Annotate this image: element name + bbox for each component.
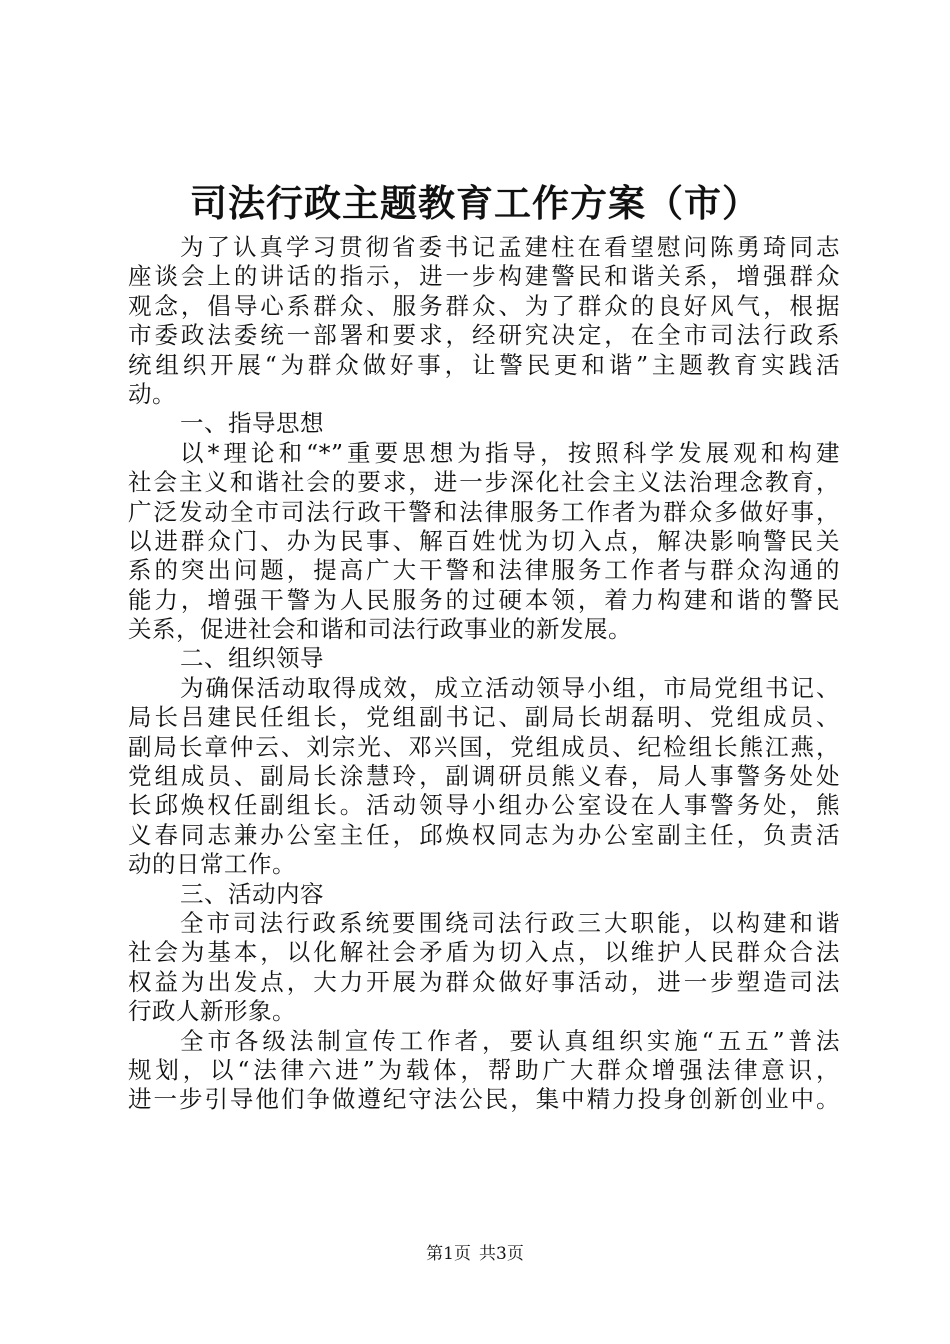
body-line: 关系，促进社会和谐和司法行政事业的新发展。 (128, 615, 632, 644)
body-line: 局长吕建民任组长，党组副书记、副局长胡磊明、党组成员、 (128, 703, 840, 732)
document-body (128, 233, 840, 1115)
body-line: 进一步引导他们争做遵纪守法公民，集中精力投身创新创业中。 (128, 1085, 840, 1114)
body-line: 长邱焕权任副组长。活动领导小组办公室设在人事警务处，熊 (128, 791, 840, 820)
page-footer (0, 1243, 950, 1265)
body-line: 系的突出问题，提高广大干警和法律服务工作者与群众沟通的 (128, 556, 840, 585)
body-line: 行政人新形象。 (128, 997, 296, 1026)
body-line: 党组成员、副局长涂慧玲，副调研员熊义春，局人事警务处处 (128, 762, 840, 791)
body-line: 以进群众门、办为民事、解百姓忧为切入点，解决影响警民关 (128, 526, 840, 555)
body-line: 社会为基本，以化解社会矛盾为切入点，以维护人民群众合法 (128, 938, 840, 967)
body-line: 能力，增强干警为人民服务的过硬本领，着力构建和谐的警民 (128, 585, 840, 614)
section-heading: 二、组织领导 (180, 644, 324, 673)
page-total: 共3页 (479, 1244, 524, 1264)
body-line: 全市各级法制宣传工作者，要认真组织实施“五五”普法 (180, 1026, 840, 1055)
body-line: 规划，以“法律六进”为载体，帮助广大群众增强法律意识， (128, 1055, 840, 1084)
page-number: 第1页 (426, 1244, 471, 1264)
body-line: 统组织开展“为群众做好事，让警民更和谐”主题教育实践活 (128, 350, 840, 379)
body-line: 座谈会上的讲话的指示，进一步构建警民和谐关系，增强群众 (128, 262, 840, 291)
body-line: 社会主义和谐社会的要求，进一步深化社会主义法治理念教育， (128, 468, 840, 497)
body-line: 副局长章仲云、刘宗光、邓兴国，党组成员、纪检组长熊江燕， (128, 732, 840, 761)
body-line: 广泛发动全市司法行政干警和法律服务工作者为群众多做好事， (128, 497, 840, 526)
section-heading: 一、指导思想 (180, 409, 324, 438)
body-line: 义春同志兼办公室主任，邱焕权同志为办公室副主任，负责活 (128, 820, 840, 849)
body-line: 为确保活动取得成效，成立活动领导小组，市局党组书记、 (180, 673, 840, 702)
section-heading: 三、活动内容 (180, 879, 324, 908)
body-line: 为了认真学习贯彻省委书记孟建柱在看望慰问陈勇琦同志 (180, 233, 840, 261)
body-line: 观念，倡导心系群众、服务群众、为了群众的良好风气，根据 (128, 291, 840, 320)
body-line: 市委政法委统一部署和要求，经研究决定，在全市司法行政系 (128, 321, 840, 350)
body-line: 动的日常工作。 (128, 850, 296, 879)
body-line: 动。 (128, 379, 176, 408)
document-title: 司法行政主题教育工作方案（市） (190, 181, 760, 225)
body-line: 全市司法行政系统要围绕司法行政三大职能，以构建和谐 (180, 908, 840, 937)
body-line: 以*理论和“*”重要思想为指导，按照科学发展观和构建 (180, 438, 840, 467)
body-line: 权益为出发点，大力开展为群众做好事活动，进一步塑造司法 (128, 967, 840, 996)
